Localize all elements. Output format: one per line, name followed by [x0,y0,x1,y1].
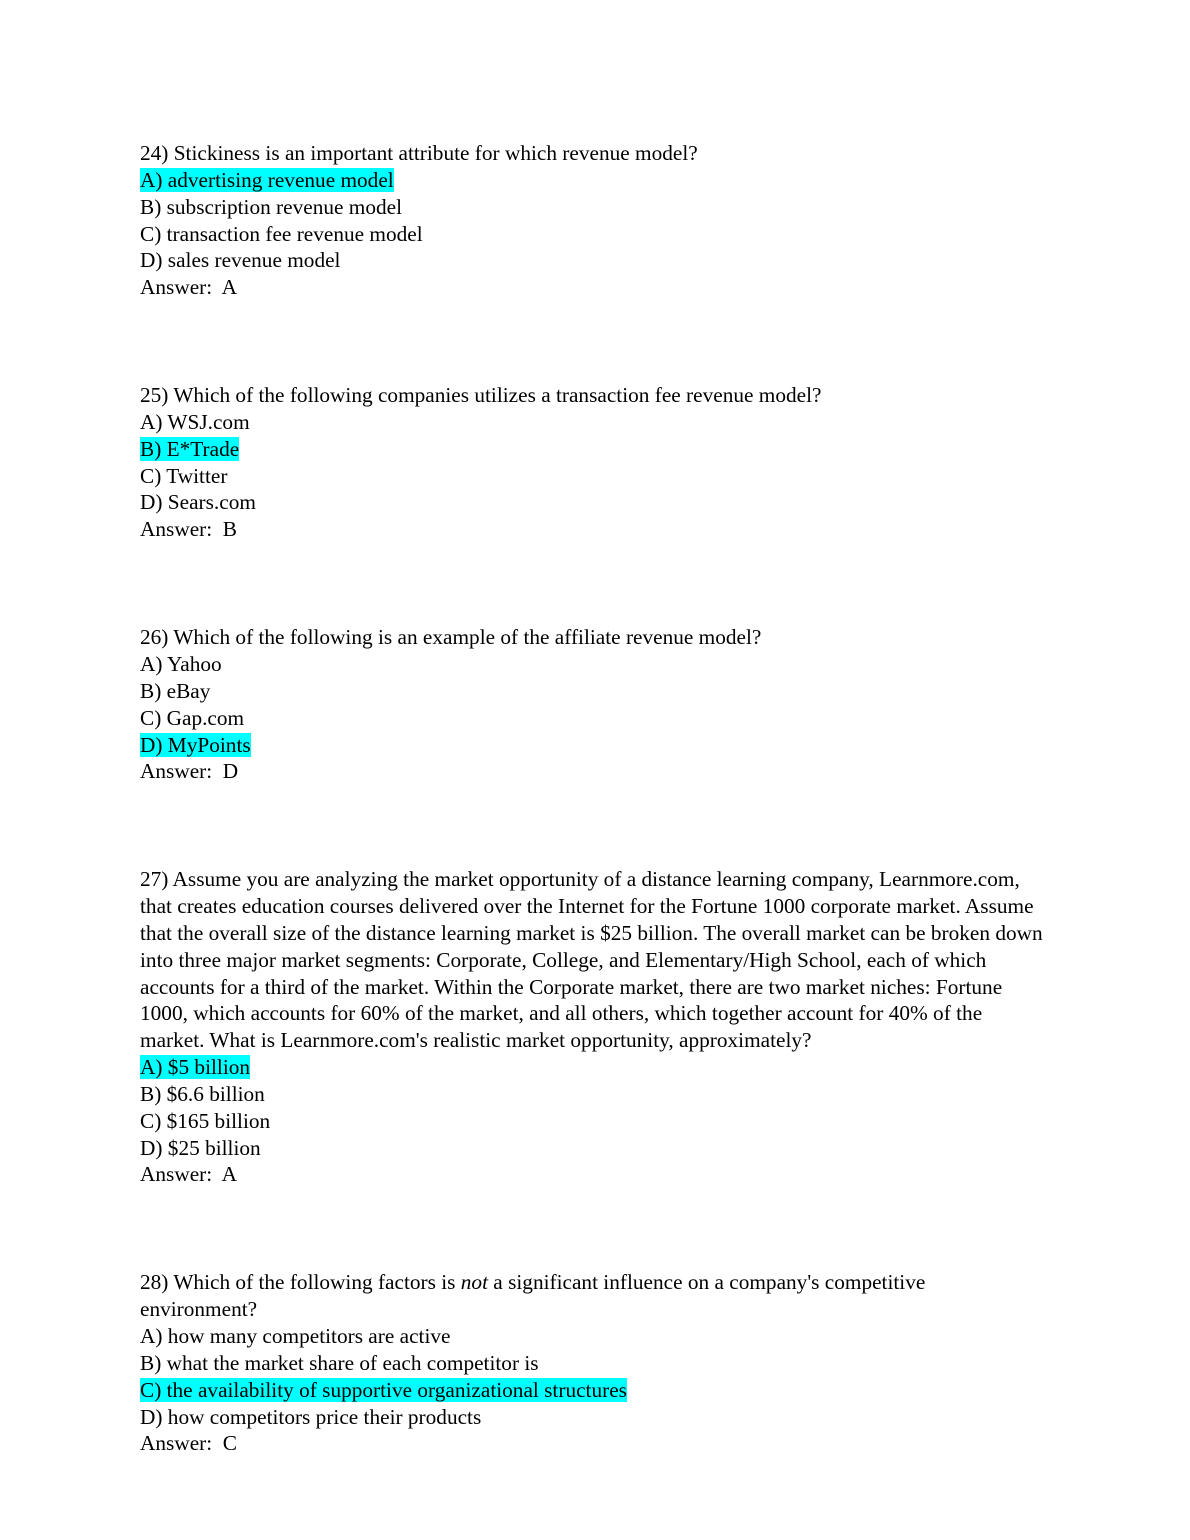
answer-key: Answer: D [140,759,239,784]
stem-emphasis: not [460,1270,488,1295]
document-page [140,140,1050,1538]
question-stem: 27) Assume you are analyzing the market opportunity of a distance learning company, Learnmore.com, that creates education courses delivered over the Internet for the Fortune 1000 corporate market. Assume that the overall size of the distance learning market is $25 billion. The overall market can be broken down into three major market segments: Corporate, College, and Elementary/High School, each of which accounts for a third of the market. Within the Corporate market, there are two market niches: Fortune 1000, which accounts for 60% of the market, and all others, which together account for 40% of the market. What is Learnmore.com's realistic market opportunity, approximately? [140,867,1048,1053]
answer-option-c: C) $165 billion [140,1108,271,1133]
answer-option-b: B) eBay [140,678,211,703]
answer-option-a: A) $5 billion [140,1055,251,1080]
answer-option-d: D) $25 billion [140,1135,261,1160]
answer-option-a: A) WSJ.com [140,409,250,434]
answer-key: Answer: B [140,517,238,542]
question-27 [140,866,1050,1188]
question-stem: 25) Which of the following companies utilizes a transaction fee revenue model? [140,383,822,408]
question-stem [140,1269,1045,1323]
answer-option-c: C) Twitter [140,463,228,488]
answer-option-d: D) how competitors price their products [140,1404,482,1429]
answer-key: Answer: A [140,1162,238,1187]
answer-option-c: C) Gap.com [140,705,245,730]
question-26 [140,624,1050,785]
question-24 [140,140,1050,301]
answer-option-d: D) sales revenue model [140,248,341,273]
answer-option-d: D) Sears.com [140,490,256,515]
answer-option-b: B) $6.6 billion [140,1081,265,1106]
answer-option-b: B) E*Trade [140,436,240,461]
answer-option-a: A) advertising revenue model [140,167,394,192]
question-25 [140,382,1050,543]
stem-after: a significant influence on a company's competitive environment? [140,1270,931,1322]
question-28 [140,1269,1050,1457]
question-stem: 24) Stickiness is an important attribute for which revenue model? [140,141,698,165]
answer-option-c: C) the availability of supportive organizational structures [140,1377,627,1402]
answer-option-a: A) how many competitors are active [140,1324,451,1348]
answer-option-a: A) Yahoo [140,651,222,676]
answer-option-d: D) MyPoints [140,732,251,757]
answer-key: Answer: C [140,1431,238,1456]
answer-key: Answer: A [140,275,238,300]
stem-before: 28) Which of the following factors is [140,1270,461,1295]
question-stem: 26) Which of the following is an example of the affiliate revenue model? [140,625,762,650]
answer-option-c: C) transaction fee revenue model [140,221,423,246]
answer-option-b: B) what the market share of each competitor is [140,1350,539,1375]
answer-option-b: B) subscription revenue model [140,194,403,219]
